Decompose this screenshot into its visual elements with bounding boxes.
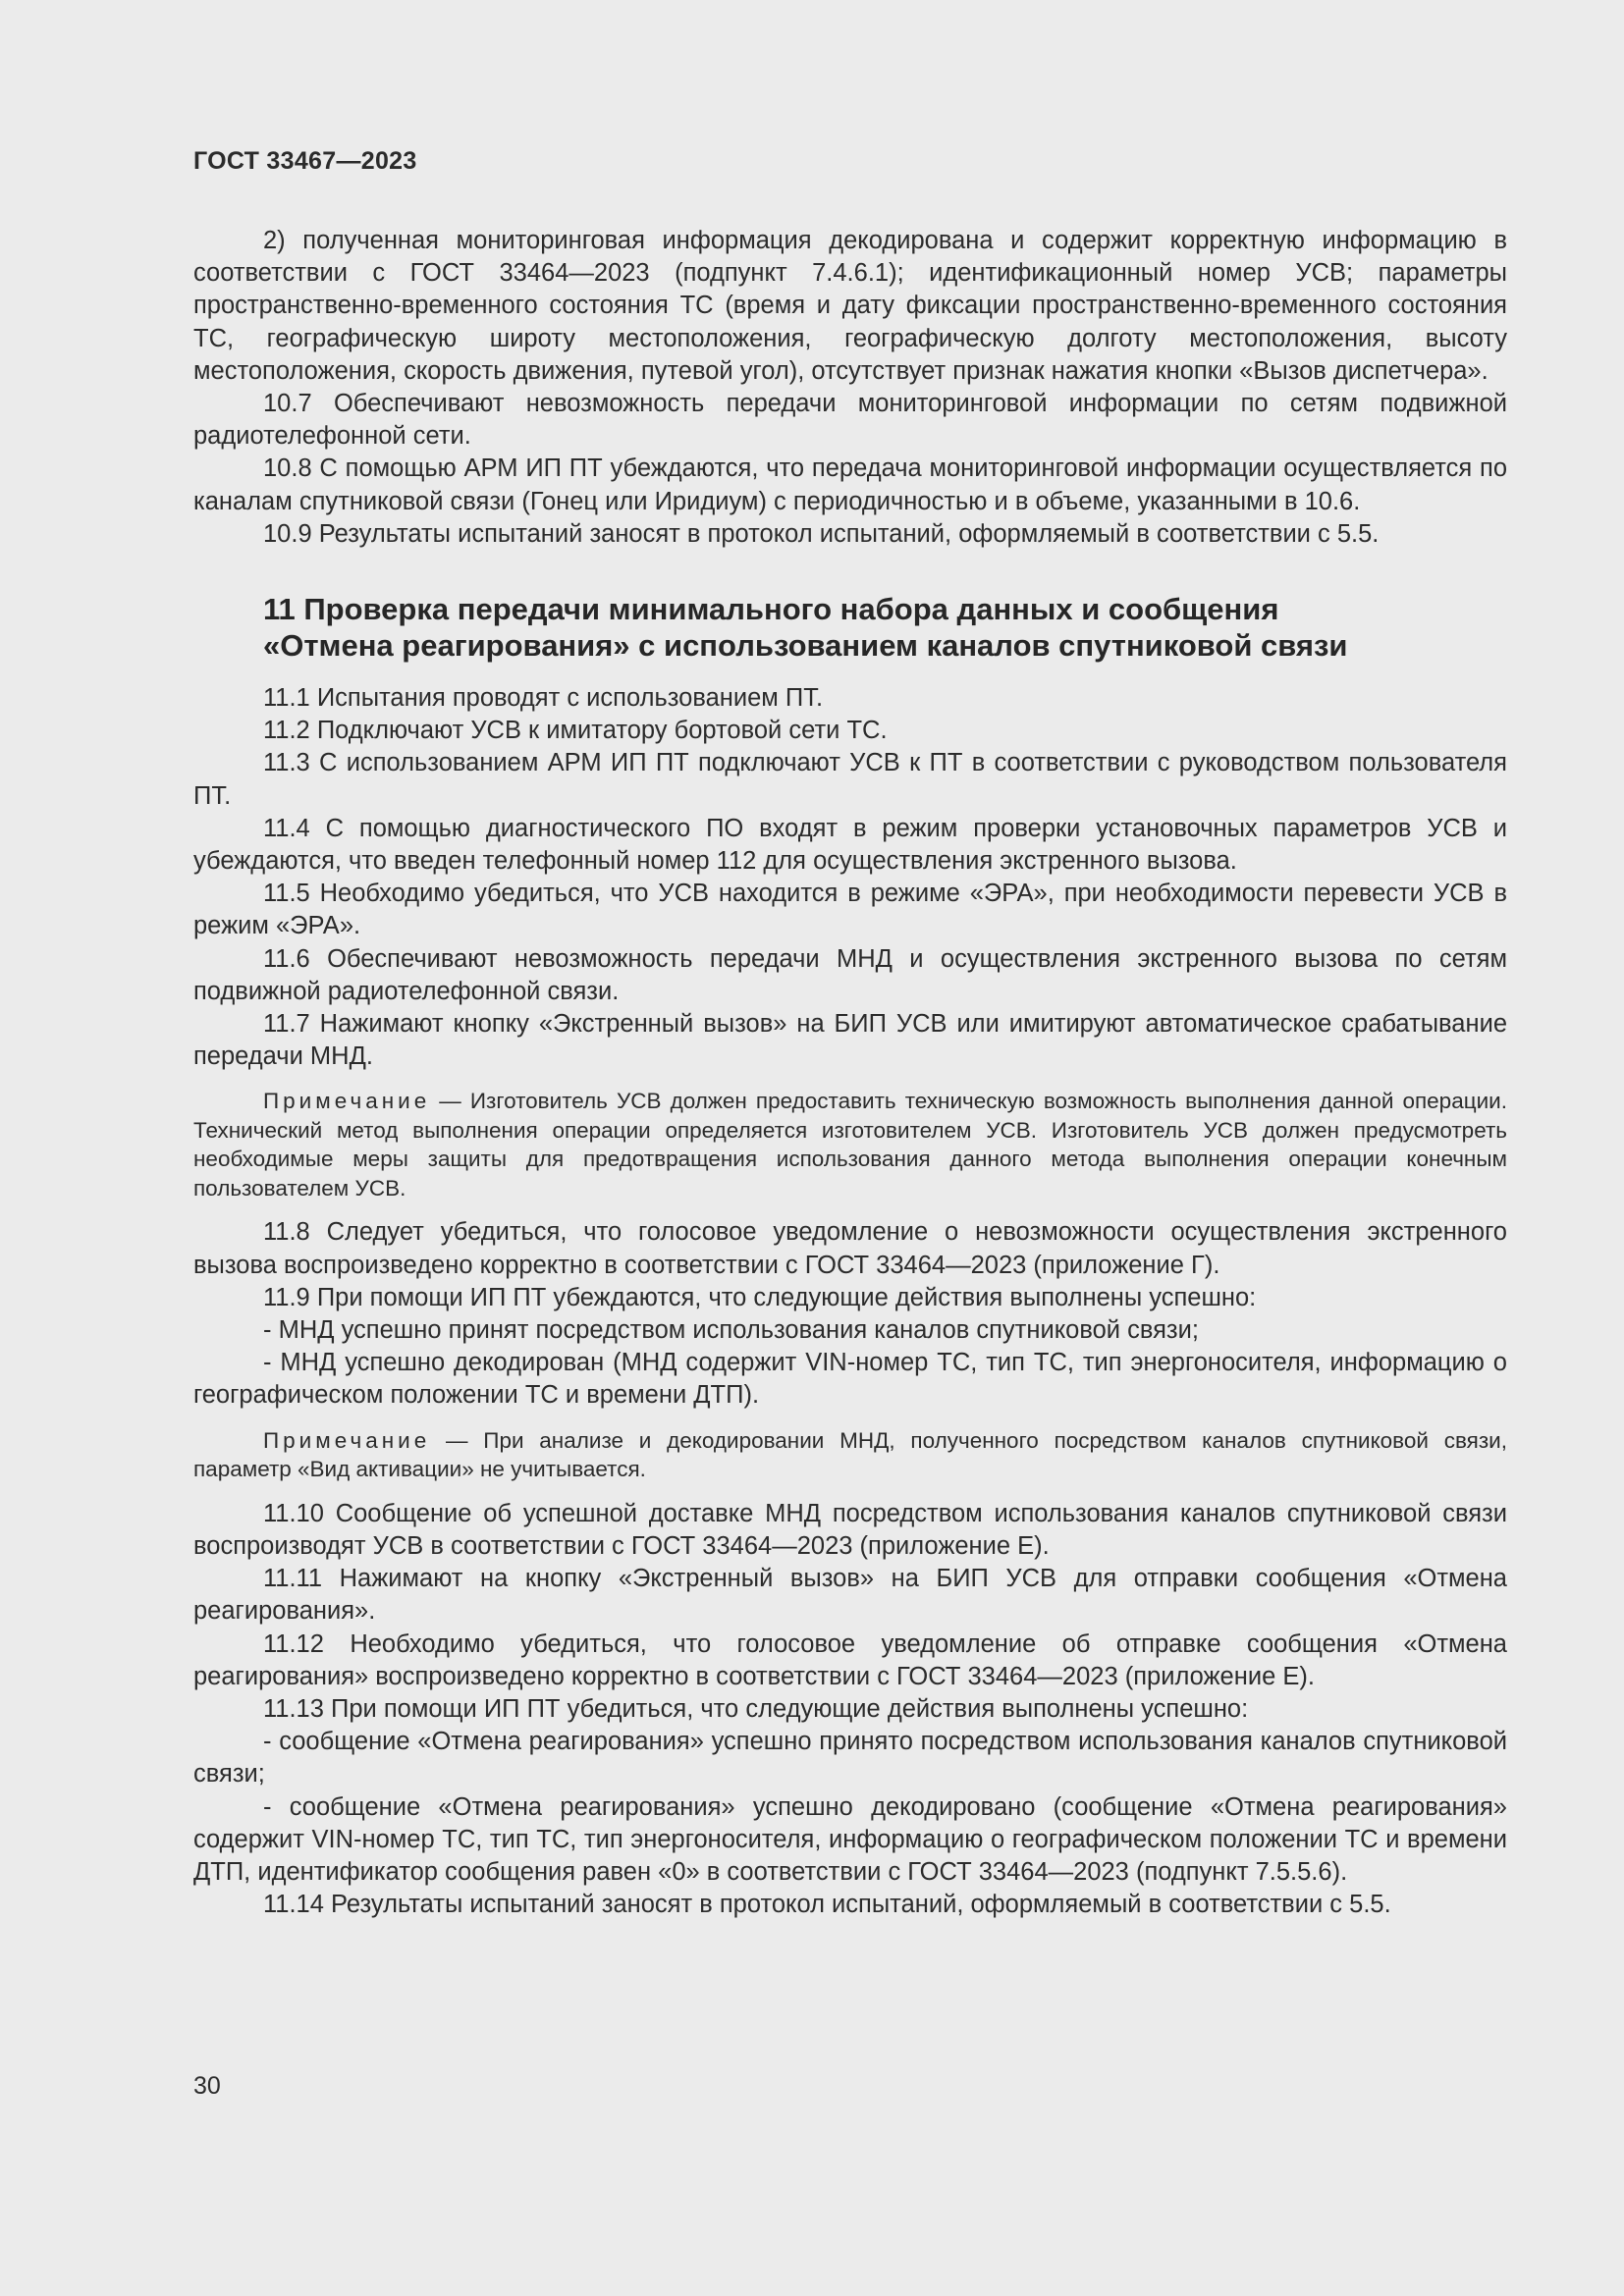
note-2-text: — При анализе и декодировании МНД, полученного посредством каналов спутниковой связи, параметр «Вид активации» не учитывается. [193,1427,1507,1482]
note-2 [193,1426,1507,1484]
paragraph-11-13: 11.13 При помощи ИП ПТ убедиться, что следующие действия выполнены успешно: [263,1694,1249,1723]
note-2-label: Примечание [263,1427,431,1453]
section-11-heading-line-1: 11 Проверка передачи минимального набора данных и сообщения [263,592,1279,627]
paragraph-10-8: 10.8 С помощью АРМ ИП ПТ убеждаются, что передача мониторинговой информации осуществляется по каналам спутниковой связи (Гонец или Иридиум) с периодичностью и в объеме, указанными в 10.6. [193,454,1507,515]
paragraph-11-14: 11.14 Результаты испытаний заносят в протокол испытаний, оформляемый в соответствии с 5.5. [263,1891,1391,1919]
document-code-header: ГОСТ 33467—2023 [193,147,417,175]
note-1-text: — Изготовитель УСВ должен предоставить техническую возможность выполнения данной операции. Технический метод выполнения операции определяется изготовителем УСВ. Изготовитель УСВ должен предусмотреть необходимые меры защиты для предотвращения использования данного метода выполнения операции конечным пользователем УСВ. [193,1089,1507,1201]
paragraph-11-12: 11.12 Необходимо убедиться, что голосовое уведомление об отправке сообщения «Отмена реагирования» воспроизведено корректно в соответствии с ГОСТ 33464—2023 (приложение Е). [193,1629,1507,1690]
paragraph-11-1: 11.1 Испытания проводят с использованием ПТ. [263,684,824,713]
page-number: 30 [193,2072,221,2100]
list-item-11-13-b: - сообщение «Отмена реагирования» успешно декодировано (сообщение «Отмена реагирования» содержит VIN-номер ТС, тип ТС, тип энергоносителя, информацию о географическом положении ТС и времени ДТП, идентификатор сообщения равен «0» в соответствии с ГОСТ 33464—2023 (подпункт 7.5.5.6). [193,1792,1507,1886]
paragraph-11-5: 11.5 Необходимо убедиться, что УСВ находится в режиме «ЭРА», при необходимости перевести УСВ в режим «ЭРА». [193,880,1507,940]
paragraph-11-11: 11.11 Нажимают на кнопку «Экстренный вызов» на БИП УСВ для отправки сообщения «Отмена реагирования». [193,1565,1507,1626]
section-11-heading-line-2: «Отмена реагирования» с использованием каналов спутниковой связи [263,628,1348,664]
paragraph-10-7: 10.7 Обеспечивают невозможность передачи мониторинговой информации по сетям подвижной радиотелефонной сети. [193,390,1507,451]
list-item-11-9-a: - МНД успешно принят посредством использования каналов спутниковой связи; [263,1316,1199,1345]
list-item-11-9-b: - МНД успешно декодирован (МНД содержит VIN-номер ТС, тип ТС, тип энергоносителя, информацию о географическом положении ТС и времени ДТП). [193,1349,1507,1410]
paragraph-11-2: 11.2 Подключают УСВ к имитатору бортовой сети ТС. [263,717,888,745]
page-content [193,225,1507,1921]
paragraph-11-6: 11.6 Обеспечивают невозможность передачи МНД и осуществления экстренного вызова по сетям подвижной радиотелефонной связи. [193,944,1507,1005]
list-item-11-13-a: - сообщение «Отмена реагирования» успешно принято посредством использования каналов спутниковой связи; [193,1728,1507,1789]
paragraph-11-7: 11.7 Нажимают кнопку «Экстренный вызов» на БИП УСВ или имитируют автоматическое срабатывание передачи МНД. [193,1010,1507,1071]
paragraph-10-6-item-2: 2) полученная мониторинговая информация декодирована и содержит корректную информацию в соответствии с ГОСТ 33464—2023 (подпункт 7.4.6.1); идентификационный номер УСВ; параметры пространственно-временного состояния ТС (время и дату фиксации пространственно-временного состояния ТС, географическую широту местоположения, географическую долготу местоположения, высоту местоположения, скорость движения, путевой угол), отсутствует признак нажатия кнопки «Вызов диспетчера». [193,227,1507,385]
note-1-label: Примечание [263,1089,431,1114]
section-11-heading [263,591,1507,664]
paragraph-11-3: 11.3 С использованием АРМ ИП ПТ подключают УСВ к ПТ в соответствии с руководством пользователя ПТ. [193,749,1507,810]
note-1 [193,1087,1507,1202]
paragraph-10-9: 10.9 Результаты испытаний заносят в протокол испытаний, оформляемый в соответствии с 5.5. [263,519,1380,548]
paragraph-11-8: 11.8 Следует убедиться, что голосовое уведомление о невозможности осуществления экстренного вызова воспроизведено корректно в соответствии с ГОСТ 33464—2023 (приложение Г). [193,1218,1507,1279]
paragraph-11-10: 11.10 Сообщение об успешной доставке МНД посредством использования каналов спутниковой связи воспроизводят УСВ в соответствии с ГОСТ 33464—2023 (приложение Е). [193,1499,1507,1560]
paragraph-11-9: 11.9 При помощи ИП ПТ убеждаются, что следующие действия выполнены успешно: [263,1283,1257,1311]
paragraph-11-4: 11.4 С помощью диагностического ПО входят в режим проверки установочных параметров УСВ и убеждаются, что введен телефонный номер 112 для осуществления экстренного вызова. [193,814,1507,876]
